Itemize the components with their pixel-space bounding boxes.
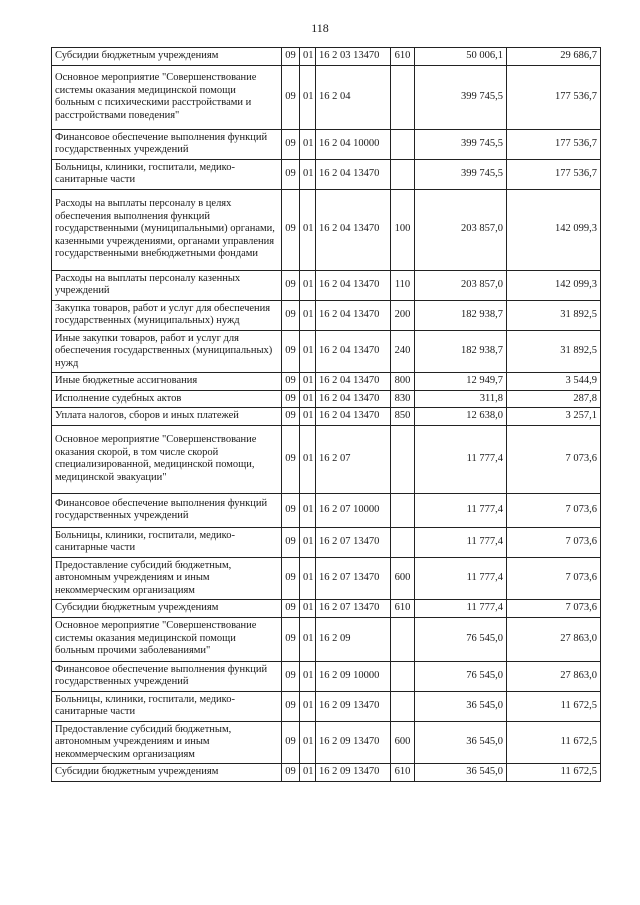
row-target-code: 16 2 04 13470 (316, 300, 391, 330)
row-chapter: 09 (282, 270, 300, 300)
row-amount-actual: 27 863,0 (507, 661, 601, 691)
row-name: Закупка товаров, работ и услуг для обеспечения государственных (муниципальных) нужд (52, 300, 282, 330)
row-expense-type (391, 493, 415, 527)
row-name: Уплата налогов, сборов и иных платежей (52, 408, 282, 426)
row-name: Расходы на выплаты персоналу в целях обеспечения выполнения функций государственными (муниципальными) органами, казенными учреждениями, органами управления государственными внебюджетными фондами (52, 189, 282, 270)
row-expense-type: 600 (391, 557, 415, 600)
row-expense-type: 610 (391, 48, 415, 66)
row-amount-plan: 11 777,4 (415, 557, 507, 600)
budget-table-body (52, 48, 601, 782)
row-chapter: 09 (282, 390, 300, 408)
row-chapter: 09 (282, 661, 300, 691)
row-amount-actual: 7 073,6 (507, 527, 601, 557)
row-target-code: 16 2 07 13470 (316, 600, 391, 618)
row-amount-actual: 31 892,5 (507, 330, 601, 373)
row-expense-type: 240 (391, 330, 415, 373)
row-chapter: 09 (282, 764, 300, 782)
row-amount-plan: 182 938,7 (415, 330, 507, 373)
row-subsection: 01 (300, 390, 316, 408)
row-subsection: 01 (300, 373, 316, 391)
row-subsection: 01 (300, 270, 316, 300)
row-target-code: 16 2 09 13470 (316, 764, 391, 782)
row-amount-actual: 11 672,5 (507, 691, 601, 721)
row-expense-type: 200 (391, 300, 415, 330)
row-amount-plan: 50 006,1 (415, 48, 507, 66)
row-amount-plan: 12 949,7 (415, 373, 507, 391)
row-expense-type (391, 129, 415, 159)
row-amount-plan: 11 777,4 (415, 493, 507, 527)
row-amount-actual: 177 536,7 (507, 129, 601, 159)
row-expense-type: 830 (391, 390, 415, 408)
row-chapter: 09 (282, 691, 300, 721)
row-chapter: 09 (282, 129, 300, 159)
row-expense-type (391, 65, 415, 129)
table-row (52, 330, 601, 373)
row-chapter: 09 (282, 300, 300, 330)
row-chapter: 09 (282, 408, 300, 426)
row-chapter: 09 (282, 493, 300, 527)
row-name: Расходы на выплаты персоналу казенных учреждений (52, 270, 282, 300)
row-target-code: 16 2 04 13470 (316, 373, 391, 391)
row-target-code: 16 2 09 10000 (316, 661, 391, 691)
row-chapter: 09 (282, 425, 300, 493)
row-subsection: 01 (300, 661, 316, 691)
table-row (52, 764, 601, 782)
row-target-code: 16 2 09 13470 (316, 721, 391, 764)
row-subsection: 01 (300, 129, 316, 159)
row-chapter: 09 (282, 557, 300, 600)
row-name: Иные закупки товаров, работ и услуг для обеспечения государственных (муниципальных) нужд (52, 330, 282, 373)
row-amount-actual: 142 099,3 (507, 270, 601, 300)
table-row (52, 390, 601, 408)
page-number: 118 (311, 21, 329, 35)
row-name: Предоставление субсидий бюджетным, автономным учреждениям и иным некоммерческим организациям (52, 721, 282, 764)
row-expense-type: 800 (391, 373, 415, 391)
row-expense-type (391, 159, 415, 189)
row-amount-actual: 11 672,5 (507, 764, 601, 782)
row-chapter: 09 (282, 159, 300, 189)
row-subsection: 01 (300, 600, 316, 618)
row-target-code: 16 2 07 (316, 425, 391, 493)
table-row (52, 48, 601, 66)
row-subsection: 01 (300, 189, 316, 270)
row-name: Исполнение судебных актов (52, 390, 282, 408)
row-name: Больницы, клиники, госпитали, медико-санитарные части (52, 527, 282, 557)
row-subsection: 01 (300, 764, 316, 782)
row-subsection: 01 (300, 159, 316, 189)
row-amount-actual: 7 073,6 (507, 425, 601, 493)
row-chapter: 09 (282, 373, 300, 391)
row-chapter: 09 (282, 617, 300, 661)
row-target-code: 16 2 04 13470 (316, 189, 391, 270)
table-row (52, 65, 601, 129)
table-row (52, 425, 601, 493)
row-subsection: 01 (300, 48, 316, 66)
row-amount-actual: 7 073,6 (507, 493, 601, 527)
table-row (52, 189, 601, 270)
row-amount-plan: 203 857,0 (415, 270, 507, 300)
row-name: Больницы, клиники, госпитали, медико-санитарные части (52, 691, 282, 721)
row-amount-plan: 76 545,0 (415, 661, 507, 691)
row-chapter: 09 (282, 330, 300, 373)
row-name: Субсидии бюджетным учреждениям (52, 764, 282, 782)
row-name: Иные бюджетные ассигнования (52, 373, 282, 391)
row-target-code: 16 2 07 10000 (316, 493, 391, 527)
row-chapter: 09 (282, 600, 300, 618)
row-subsection: 01 (300, 557, 316, 600)
row-chapter: 09 (282, 65, 300, 129)
row-subsection: 01 (300, 617, 316, 661)
row-target-code: 16 2 04 10000 (316, 129, 391, 159)
row-amount-actual: 7 073,6 (507, 600, 601, 618)
table-row (52, 493, 601, 527)
row-amount-plan: 399 745,5 (415, 159, 507, 189)
row-subsection: 01 (300, 691, 316, 721)
row-expense-type (391, 425, 415, 493)
row-target-code: 16 2 04 13470 (316, 270, 391, 300)
row-name: Основное мероприятие "Совершенствование системы оказания медицинской помощи больным с психическими расстройствами и расстройствами поведения" (52, 65, 282, 129)
row-amount-actual: 3 544,9 (507, 373, 601, 391)
row-target-code: 16 2 03 13470 (316, 48, 391, 66)
row-amount-plan: 399 745,5 (415, 129, 507, 159)
row-name: Предоставление субсидий бюджетным, автономным учреждениям и иным некоммерческим организациям (52, 557, 282, 600)
table-row (52, 373, 601, 391)
row-subsection: 01 (300, 65, 316, 129)
row-amount-plan: 76 545,0 (415, 617, 507, 661)
row-target-code: 16 2 07 13470 (316, 557, 391, 600)
row-subsection: 01 (300, 330, 316, 373)
row-name: Субсидии бюджетным учреждениям (52, 600, 282, 618)
row-amount-actual: 7 073,6 (507, 557, 601, 600)
row-subsection: 01 (300, 408, 316, 426)
row-target-code: 16 2 09 13470 (316, 691, 391, 721)
row-amount-actual: 142 099,3 (507, 189, 601, 270)
row-expense-type (391, 527, 415, 557)
table-row (52, 527, 601, 557)
row-amount-plan: 203 857,0 (415, 189, 507, 270)
row-amount-actual: 3 257,1 (507, 408, 601, 426)
row-amount-actual: 31 892,5 (507, 300, 601, 330)
table-row (52, 691, 601, 721)
row-chapter: 09 (282, 189, 300, 270)
row-target-code: 16 2 04 13470 (316, 390, 391, 408)
row-target-code: 16 2 09 (316, 617, 391, 661)
row-amount-plan: 399 745,5 (415, 65, 507, 129)
row-amount-actual: 29 686,7 (507, 48, 601, 66)
row-expense-type: 100 (391, 189, 415, 270)
table-row (52, 159, 601, 189)
row-chapter: 09 (282, 48, 300, 66)
row-amount-plan: 12 638,0 (415, 408, 507, 426)
row-expense-type: 110 (391, 270, 415, 300)
row-name: Больницы, клиники, госпитали, медико-санитарные части (52, 159, 282, 189)
table-row (52, 270, 601, 300)
row-amount-plan: 182 938,7 (415, 300, 507, 330)
table-row (52, 408, 601, 426)
row-amount-plan: 11 777,4 (415, 600, 507, 618)
table-row (52, 721, 601, 764)
row-expense-type: 610 (391, 600, 415, 618)
row-expense-type: 850 (391, 408, 415, 426)
row-target-code: 16 2 07 13470 (316, 527, 391, 557)
row-amount-plan: 36 545,0 (415, 691, 507, 721)
table-row (52, 617, 601, 661)
row-expense-type (391, 691, 415, 721)
row-target-code: 16 2 04 13470 (316, 408, 391, 426)
table-row (52, 129, 601, 159)
row-amount-plan: 11 777,4 (415, 527, 507, 557)
row-amount-plan: 311,8 (415, 390, 507, 408)
row-subsection: 01 (300, 527, 316, 557)
row-chapter: 09 (282, 721, 300, 764)
row-expense-type: 610 (391, 764, 415, 782)
row-name: Финансовое обеспечение выполнения функций государственных учреждений (52, 661, 282, 691)
row-expense-type: 600 (391, 721, 415, 764)
row-amount-plan: 11 777,4 (415, 425, 507, 493)
row-name: Основное мероприятие "Совершенствование системы оказания медицинской помощи больным прочими заболеваниями" (52, 617, 282, 661)
row-name: Основное мероприятие "Совершенствование оказания скорой, в том числе скорой специализированной, медицинской помощи, медицинской эвакуации" (52, 425, 282, 493)
table-row (52, 557, 601, 600)
row-subsection: 01 (300, 721, 316, 764)
row-amount-plan: 36 545,0 (415, 721, 507, 764)
row-subsection: 01 (300, 425, 316, 493)
row-target-code: 16 2 04 13470 (316, 159, 391, 189)
table-row (52, 600, 601, 618)
budget-table (51, 47, 601, 782)
row-amount-actual: 287,8 (507, 390, 601, 408)
row-expense-type (391, 617, 415, 661)
row-amount-plan: 36 545,0 (415, 764, 507, 782)
table-row (52, 300, 601, 330)
row-subsection: 01 (300, 493, 316, 527)
row-amount-actual: 27 863,0 (507, 617, 601, 661)
row-amount-actual: 177 536,7 (507, 159, 601, 189)
row-target-code: 16 2 04 13470 (316, 330, 391, 373)
row-name: Финансовое обеспечение выполнения функций государственных учреждений (52, 493, 282, 527)
row-amount-actual: 177 536,7 (507, 65, 601, 129)
row-subsection: 01 (300, 300, 316, 330)
row-name: Субсидии бюджетным учреждениям (52, 48, 282, 66)
row-expense-type (391, 661, 415, 691)
row-name: Финансовое обеспечение выполнения функций государственных учреждений (52, 129, 282, 159)
row-chapter: 09 (282, 527, 300, 557)
row-amount-actual: 11 672,5 (507, 721, 601, 764)
table-row (52, 661, 601, 691)
row-target-code: 16 2 04 (316, 65, 391, 129)
